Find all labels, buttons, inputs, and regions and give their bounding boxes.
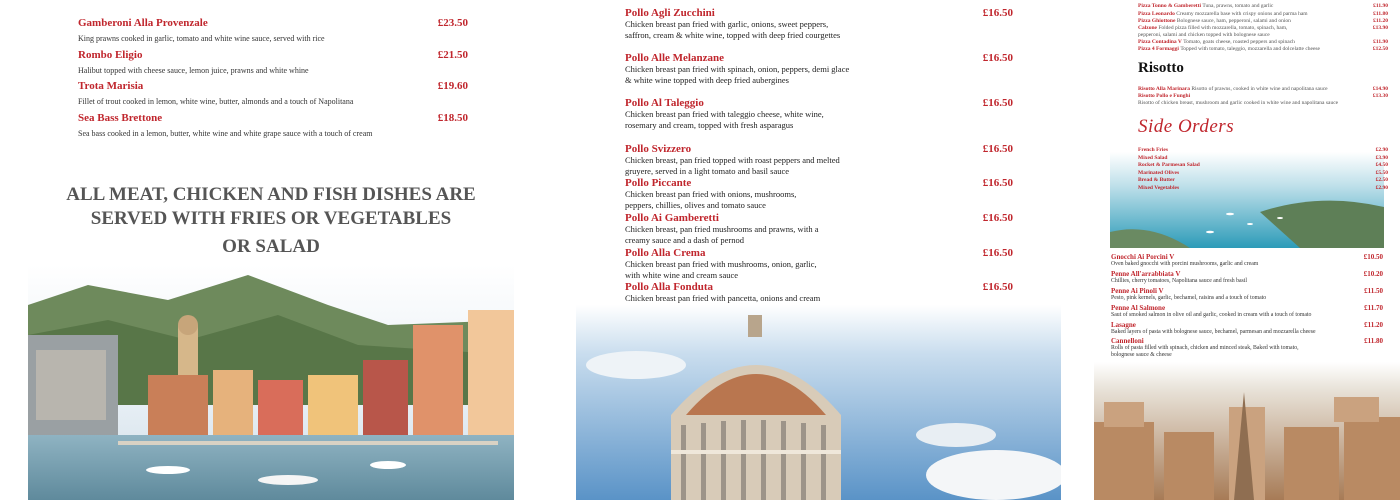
- menu-item: [1138, 162, 1388, 169]
- dish-price: £19.60: [437, 80, 468, 92]
- dish-price: £11.20: [1373, 18, 1388, 24]
- menu-item: [1138, 170, 1388, 177]
- dish-price: £13.90: [1372, 25, 1388, 31]
- dish-price: £11.50: [1364, 287, 1383, 295]
- dish-name: Pizza Contadina V Tomato, goats cheese, roasted peppers and spinach: [1138, 39, 1295, 45]
- dish-description: Chillies, cherry tomatoes, Napolitana sauce and fresh basil: [1111, 278, 1248, 284]
- dish-name: Pollo Alle Melanzane: [625, 52, 724, 64]
- dish-description: Halibut topped with cheese sauce, lemon juice, prawns and white whine: [78, 66, 309, 75]
- dish-price: £11.20: [1364, 321, 1383, 329]
- menu-item: [1138, 177, 1388, 184]
- dish-name: Sea Bass Brettone: [78, 112, 163, 124]
- sides-notice-line: ALL MEAT, CHICKEN AND FISH DISHES ARE: [66, 184, 476, 205]
- dish-name: Pizza Tonno & Gamberetti Tuna, prawns, tomato and garlic: [1138, 3, 1274, 9]
- dish-price: £16.50: [982, 247, 1013, 259]
- dish-name: Marinated Olives: [1138, 170, 1180, 176]
- menu-panel-fish: [0, 0, 545, 500]
- dish-description: Chicken breast pan fried with pancetta, onions and cream: [625, 293, 821, 303]
- menu-item: [1138, 155, 1388, 162]
- menu-item: [1138, 39, 1388, 46]
- city-aerial-photo: [1094, 362, 1400, 500]
- dish-price: £11.80: [1373, 11, 1388, 17]
- dish-price: £21.50: [437, 49, 468, 61]
- menu-item: [1138, 93, 1388, 100]
- dish-name: Risotto Alla Marinara Risotto of prawns, cooked in white wine and napolitana sauce: [1138, 86, 1328, 92]
- dish-description: Chicken breast pan fried with taleggio cheese, white wine, rosemary and cream, topped with fresh asparagus: [625, 109, 824, 130]
- dish-price: £2.90: [1375, 147, 1388, 153]
- section-title-side-orders: Side Orders: [1138, 116, 1235, 137]
- dish-description: Chicken breast, pan fried topped with roast peppers and melted gruyere, served in a light tomato and basil sauce: [625, 155, 840, 176]
- dish-price: £3.90: [1375, 155, 1388, 161]
- dish-price: £16.50: [982, 97, 1013, 109]
- dish-price: £5.50: [1375, 170, 1388, 176]
- dish-name: Mixed Salad: [1138, 155, 1168, 161]
- dish-price: £16.50: [982, 281, 1013, 293]
- menu-item-description: [1138, 100, 1388, 107]
- dish-price: £4.50: [1375, 162, 1388, 168]
- menu-item: [1138, 18, 1388, 25]
- sides-notice-line: SERVED WITH FRIES OR VEGETABLES: [90, 208, 452, 229]
- menu-item: [1138, 147, 1388, 154]
- dish-name: Rombo Eligio: [78, 49, 143, 61]
- dish-description: King prawns cooked in garlic, tomato and white wine sauce, served with rice: [78, 34, 325, 43]
- section-title-risotto: Risotto: [1138, 60, 1184, 76]
- dish-name: French Fries: [1138, 147, 1168, 153]
- dish-name: Pollo Al Taleggio: [625, 97, 704, 109]
- dish-name: Pollo Alla Fonduta: [625, 281, 714, 293]
- dish-description: Chicken breast pan fried with spinach, onion, peppers, demi glace & white wine topped with deep fried aubergines: [625, 64, 850, 85]
- dish-name: Bread & Butter: [1138, 177, 1175, 183]
- dish-name: Calzone Folded pizza filled with mozzarella, tomato, spinach, ham, pepperoni, salami and chicken topped with bolognese sauce: [1138, 25, 1288, 38]
- dish-description: Saut of smoked salmon in olive oil and garlic, cooked in cream with a touch of tomato: [1111, 312, 1312, 318]
- dish-price: £11.90: [1373, 3, 1388, 9]
- menu-panel-chicken: [545, 0, 1094, 500]
- dish-name: Gnocchi Ai Porcini V: [1111, 253, 1175, 261]
- dish-name: Penne Al Salmone: [1111, 304, 1166, 312]
- dish-price: £12.50: [1372, 46, 1388, 52]
- panel-divider: [1094, 248, 1400, 251]
- sides-notice: [28, 183, 514, 231]
- dish-name: Pizza Leonardo Creamy mozzarella base with crispy onions and parma ham: [1138, 11, 1308, 17]
- menu-item: [1138, 46, 1388, 53]
- sides-notice-line: OR SALAD: [222, 236, 320, 257]
- dish-description: Rolls of pasta filled with spinach, chicken and minced steak, Baked with tomato, bolognese sauce & cheese: [1111, 345, 1299, 358]
- dish-description: Fillet of trout cooked in lemon, white wine, butter, almonds and a touch of Napolitana: [78, 97, 354, 106]
- dish-price: £16.50: [982, 7, 1013, 19]
- menu-panel-pizza-sides: [1094, 0, 1400, 500]
- dish-name: Gamberoni Alla Provenzale: [78, 17, 208, 29]
- dish-price: £11.70: [1364, 304, 1383, 312]
- dish-description: Chicken breast, pan fried mushrooms and prawns, with a creamy sauce and a dash of pernod: [625, 224, 819, 245]
- dish-name: Pollo Ai Gamberetti: [625, 212, 719, 224]
- dish-price: £16.50: [982, 52, 1013, 64]
- pisa-baptistery-photo: [576, 305, 1061, 500]
- dish-name: Mixed Vegetables: [1138, 185, 1180, 191]
- dish-price: £23.50: [437, 17, 468, 29]
- dish-price: £16.50: [982, 143, 1013, 155]
- menu-item: [1138, 86, 1388, 93]
- dish-name: Trota Marisia: [78, 80, 144, 92]
- dish-name: Risotto Pollo e Funghi: [1138, 93, 1191, 99]
- dish-name: Penne All'arrabbiata V: [1111, 270, 1181, 278]
- dish-description: Chicken breast pan fried with onions, mushrooms, peppers, chillies, olives and tomato sauce: [625, 189, 797, 210]
- dish-name: Rocket & Parmesan Salad: [1138, 162, 1200, 168]
- dish-name: Lasagne: [1111, 321, 1136, 329]
- dish-description: Chicken breast pan fried with garlic, onions, sweet peppers, saffron, cream & white wine, topped with deep fried courgettes: [625, 19, 841, 40]
- dish-name: Pizza 4 Formaggi Topped with tomato, taleggio, mozzarella and dolcelatte cheese: [1138, 46, 1320, 52]
- dish-price: £10.50: [1363, 253, 1383, 261]
- dish-price: £11.80: [1364, 337, 1383, 345]
- dish-price: £11.90: [1373, 39, 1388, 45]
- menu-item: [1138, 3, 1388, 10]
- menu-item: [1138, 25, 1388, 38]
- dish-price: £13.30: [1372, 93, 1388, 99]
- dish-description: Baked layers of pasta with bolognese sauce, bechamel, parmesan and mozzarella cheese: [1111, 329, 1316, 335]
- dish-name: Pollo Alla Crema: [625, 247, 706, 259]
- dish-price: £18.50: [437, 112, 468, 124]
- dish-price: £2.50: [1375, 177, 1388, 183]
- dish-name: Pizza Ghiottone Bolognese sauce, ham, pepperoni, salami and onion: [1138, 18, 1291, 24]
- dish-description: Pesto, pink kernels, garlic, bechamel, raisins and a touch of tomato: [1111, 295, 1267, 301]
- dish-description: Sea bass cooked in a lemon, butter, white wine and white grape sauce with a touch of cream: [78, 129, 373, 138]
- dish-description: Chicken breast pan fried with mushrooms, onion, garlic, with white wine and cream sauce: [625, 259, 817, 280]
- dish-name: Pollo Agli Zucchini: [625, 7, 715, 19]
- menu-item: [1138, 185, 1388, 192]
- dish-name: Pollo Piccante: [625, 177, 692, 189]
- menu-item: [1138, 11, 1388, 18]
- dish-price: £16.50: [982, 212, 1013, 224]
- dish-name: Penne Ai Pinoli V: [1111, 287, 1164, 295]
- dish-description: Oven baked gnocchi with porcini mushrooms, garlic and cream: [1111, 261, 1259, 267]
- dish-description: Risotto of chicken breast, mushroom and garlic cooked in white wine and napolitana sauce: [1138, 100, 1339, 106]
- vernazza-photo: [28, 265, 514, 500]
- dish-price: £2.90: [1375, 185, 1388, 191]
- dish-name: Cannelloni: [1111, 337, 1144, 345]
- dish-price: £10.20: [1363, 270, 1383, 278]
- dish-name: Pollo Svizzero: [625, 143, 692, 155]
- dish-price: £14.90: [1372, 86, 1388, 92]
- dish-price: £16.50: [982, 177, 1013, 189]
